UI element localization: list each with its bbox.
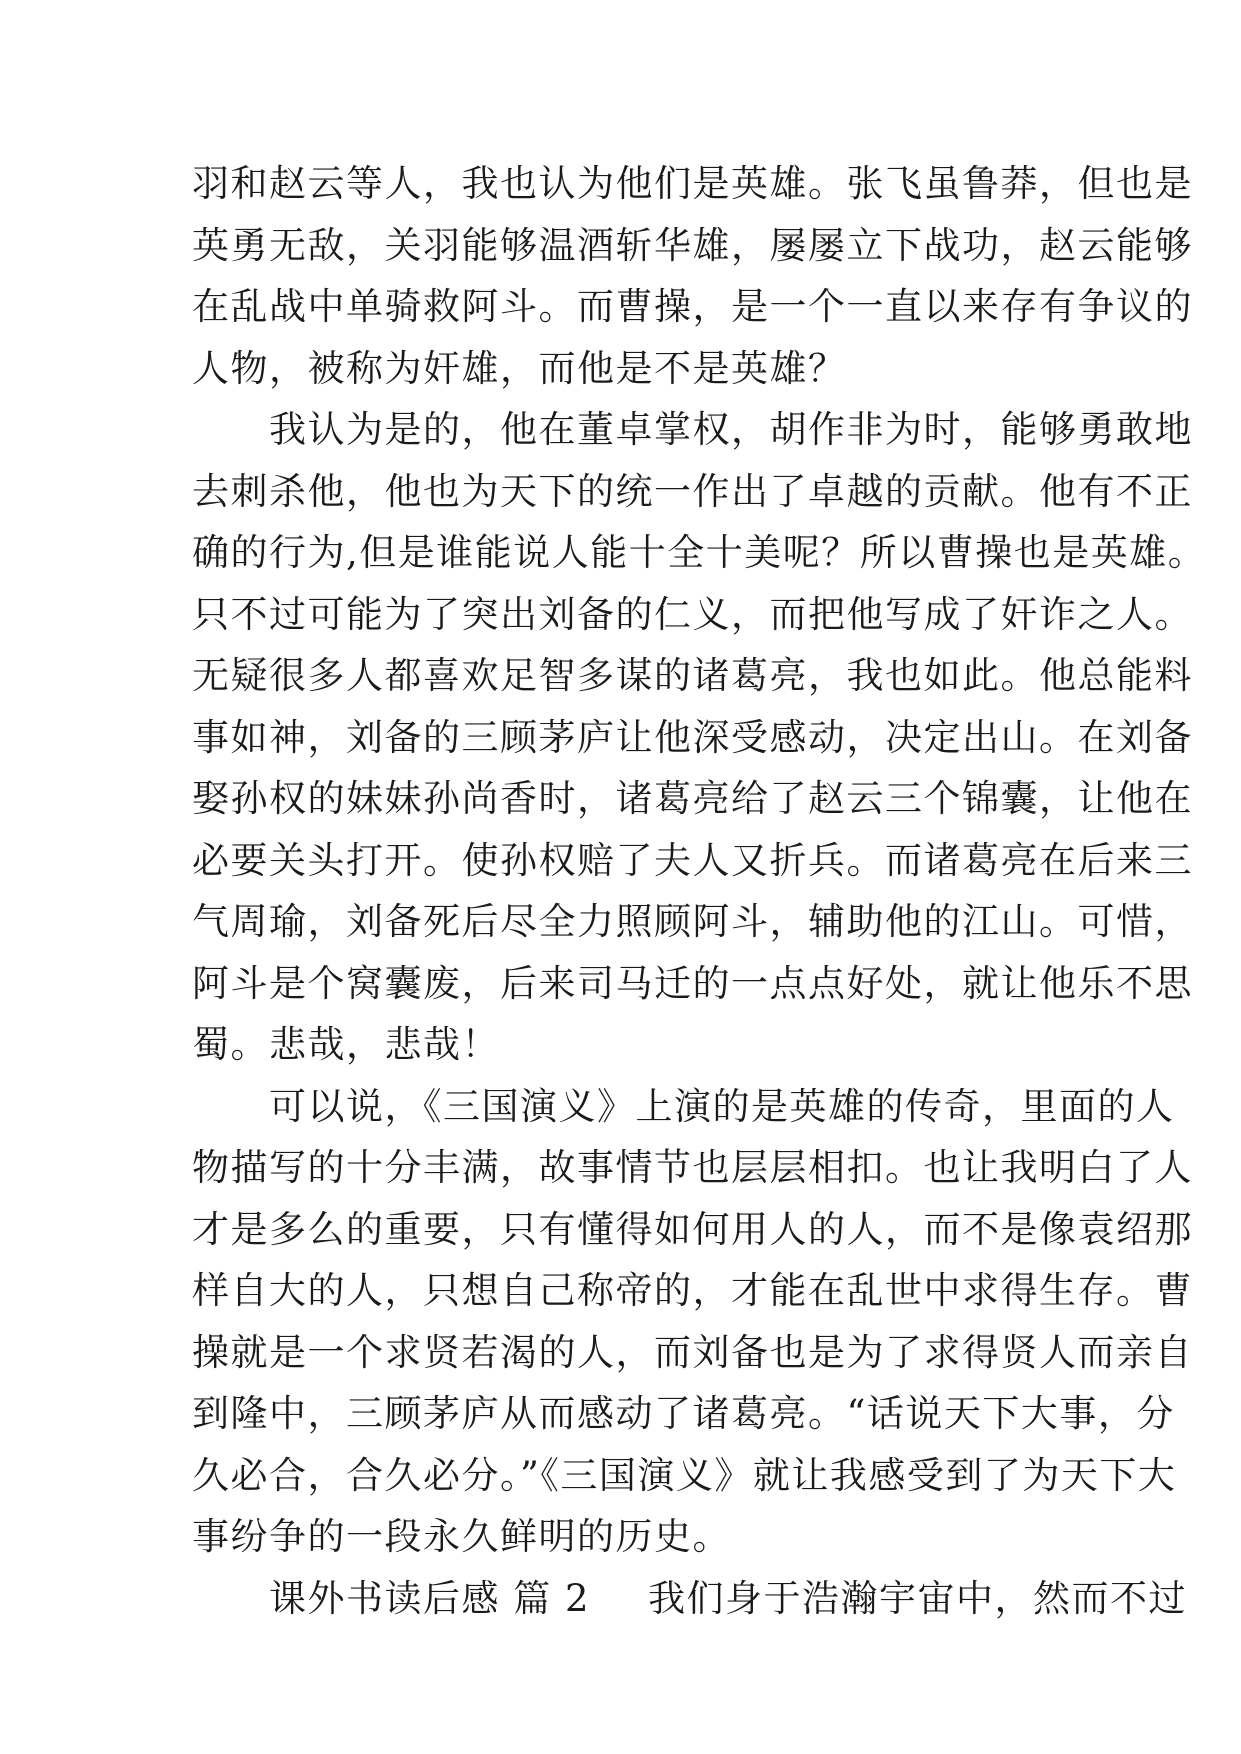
section-first-text: 我们身于浩瀚宇宙中，然而不过 xyxy=(648,1576,1188,1620)
text-line: 到隆中，三顾茅庐从而感动了诸葛亮。“话说天下大事，分 xyxy=(192,1392,1175,1435)
text-line: 英勇无敌，关羽能够温酒斩华雄，屡屡立下战功，赵云能够 xyxy=(192,223,1193,267)
text-line: 可以说，《三国演义》上演的是英雄的传奇，里面的人 xyxy=(192,1084,1175,1128)
text-line: 阿斗是个窝囊废，后来司马迁的一点点好处，就让他乐不思 xyxy=(192,961,1193,1005)
text-line: 娶孙权的妹妹孙尚香时，诸葛亮给了赵云三个锦囊，让他在 xyxy=(192,777,1193,820)
text-line: 我认为是的，他在董卓掌权，胡作非为时，能够勇敢地 xyxy=(192,408,1193,451)
text-line: 蜀。悲哉，悲哉！ xyxy=(192,1023,500,1066)
text-line: 在乱战中单骑救阿斗。而曹操，是一个一直以来存有争议的 xyxy=(192,285,1193,328)
section-heading-line xyxy=(192,1568,1188,1630)
text-line: 去刺杀他，他也为天下的统一作出了卓越的贡献。他有不正 xyxy=(192,469,1193,513)
text-line: 必要关头打开。使孙权赔了夫人又折兵。而诸葛亮在后来三 xyxy=(192,838,1193,882)
text-line: 无疑很多人都喜欢足智多谋的诸葛亮，我也如此。他总能料 xyxy=(192,654,1193,697)
text-line: 只不过可能为了突出刘备的仁义，而把他写成了奸诈之人。 xyxy=(192,592,1193,636)
text-line: 才是多么的重要，只有懂得如何用人的人，而不是像袁绍那 xyxy=(192,1207,1193,1251)
text-line: 物描写的十分丰满，故事情节也层层相扣。也让我明白了人 xyxy=(192,1146,1193,1189)
text-line: 样自大的人，只想自己称帝的，才能在乱世中求得生存。曹 xyxy=(192,1269,1193,1312)
text-line: 久必合，合久必分。”《三国演义》就让我感受到了为天下大 xyxy=(192,1453,1177,1497)
text-line: 确的行为,但是谁能说人能十全十美呢？所以曹操也是英雄。 xyxy=(192,531,1207,574)
text-line: 事纷争的一段永久鲜明的历史。 xyxy=(192,1515,731,1558)
text-line: 羽和赵云等人，我也认为他们是英雄。张飞虽鲁莽，但也是 xyxy=(192,162,1193,205)
text-line: 人物，被称为奸雄，而他是不是英雄？ xyxy=(192,346,847,390)
essay-body xyxy=(192,153,1207,1629)
text-line: 气周瑜，刘备死后尽全力照顾阿斗，辅助他的江山。可惜， xyxy=(192,900,1193,943)
section-heading: 课外书读后感 篇 2 xyxy=(192,1576,591,1620)
text-line: 操就是一个求贤若渴的人，而刘备也是为了求得贤人而亲自 xyxy=(192,1330,1193,1374)
text-line: 事如神，刘备的三顾茅庐让他深受感动，决定出山。在刘备 xyxy=(192,715,1193,759)
